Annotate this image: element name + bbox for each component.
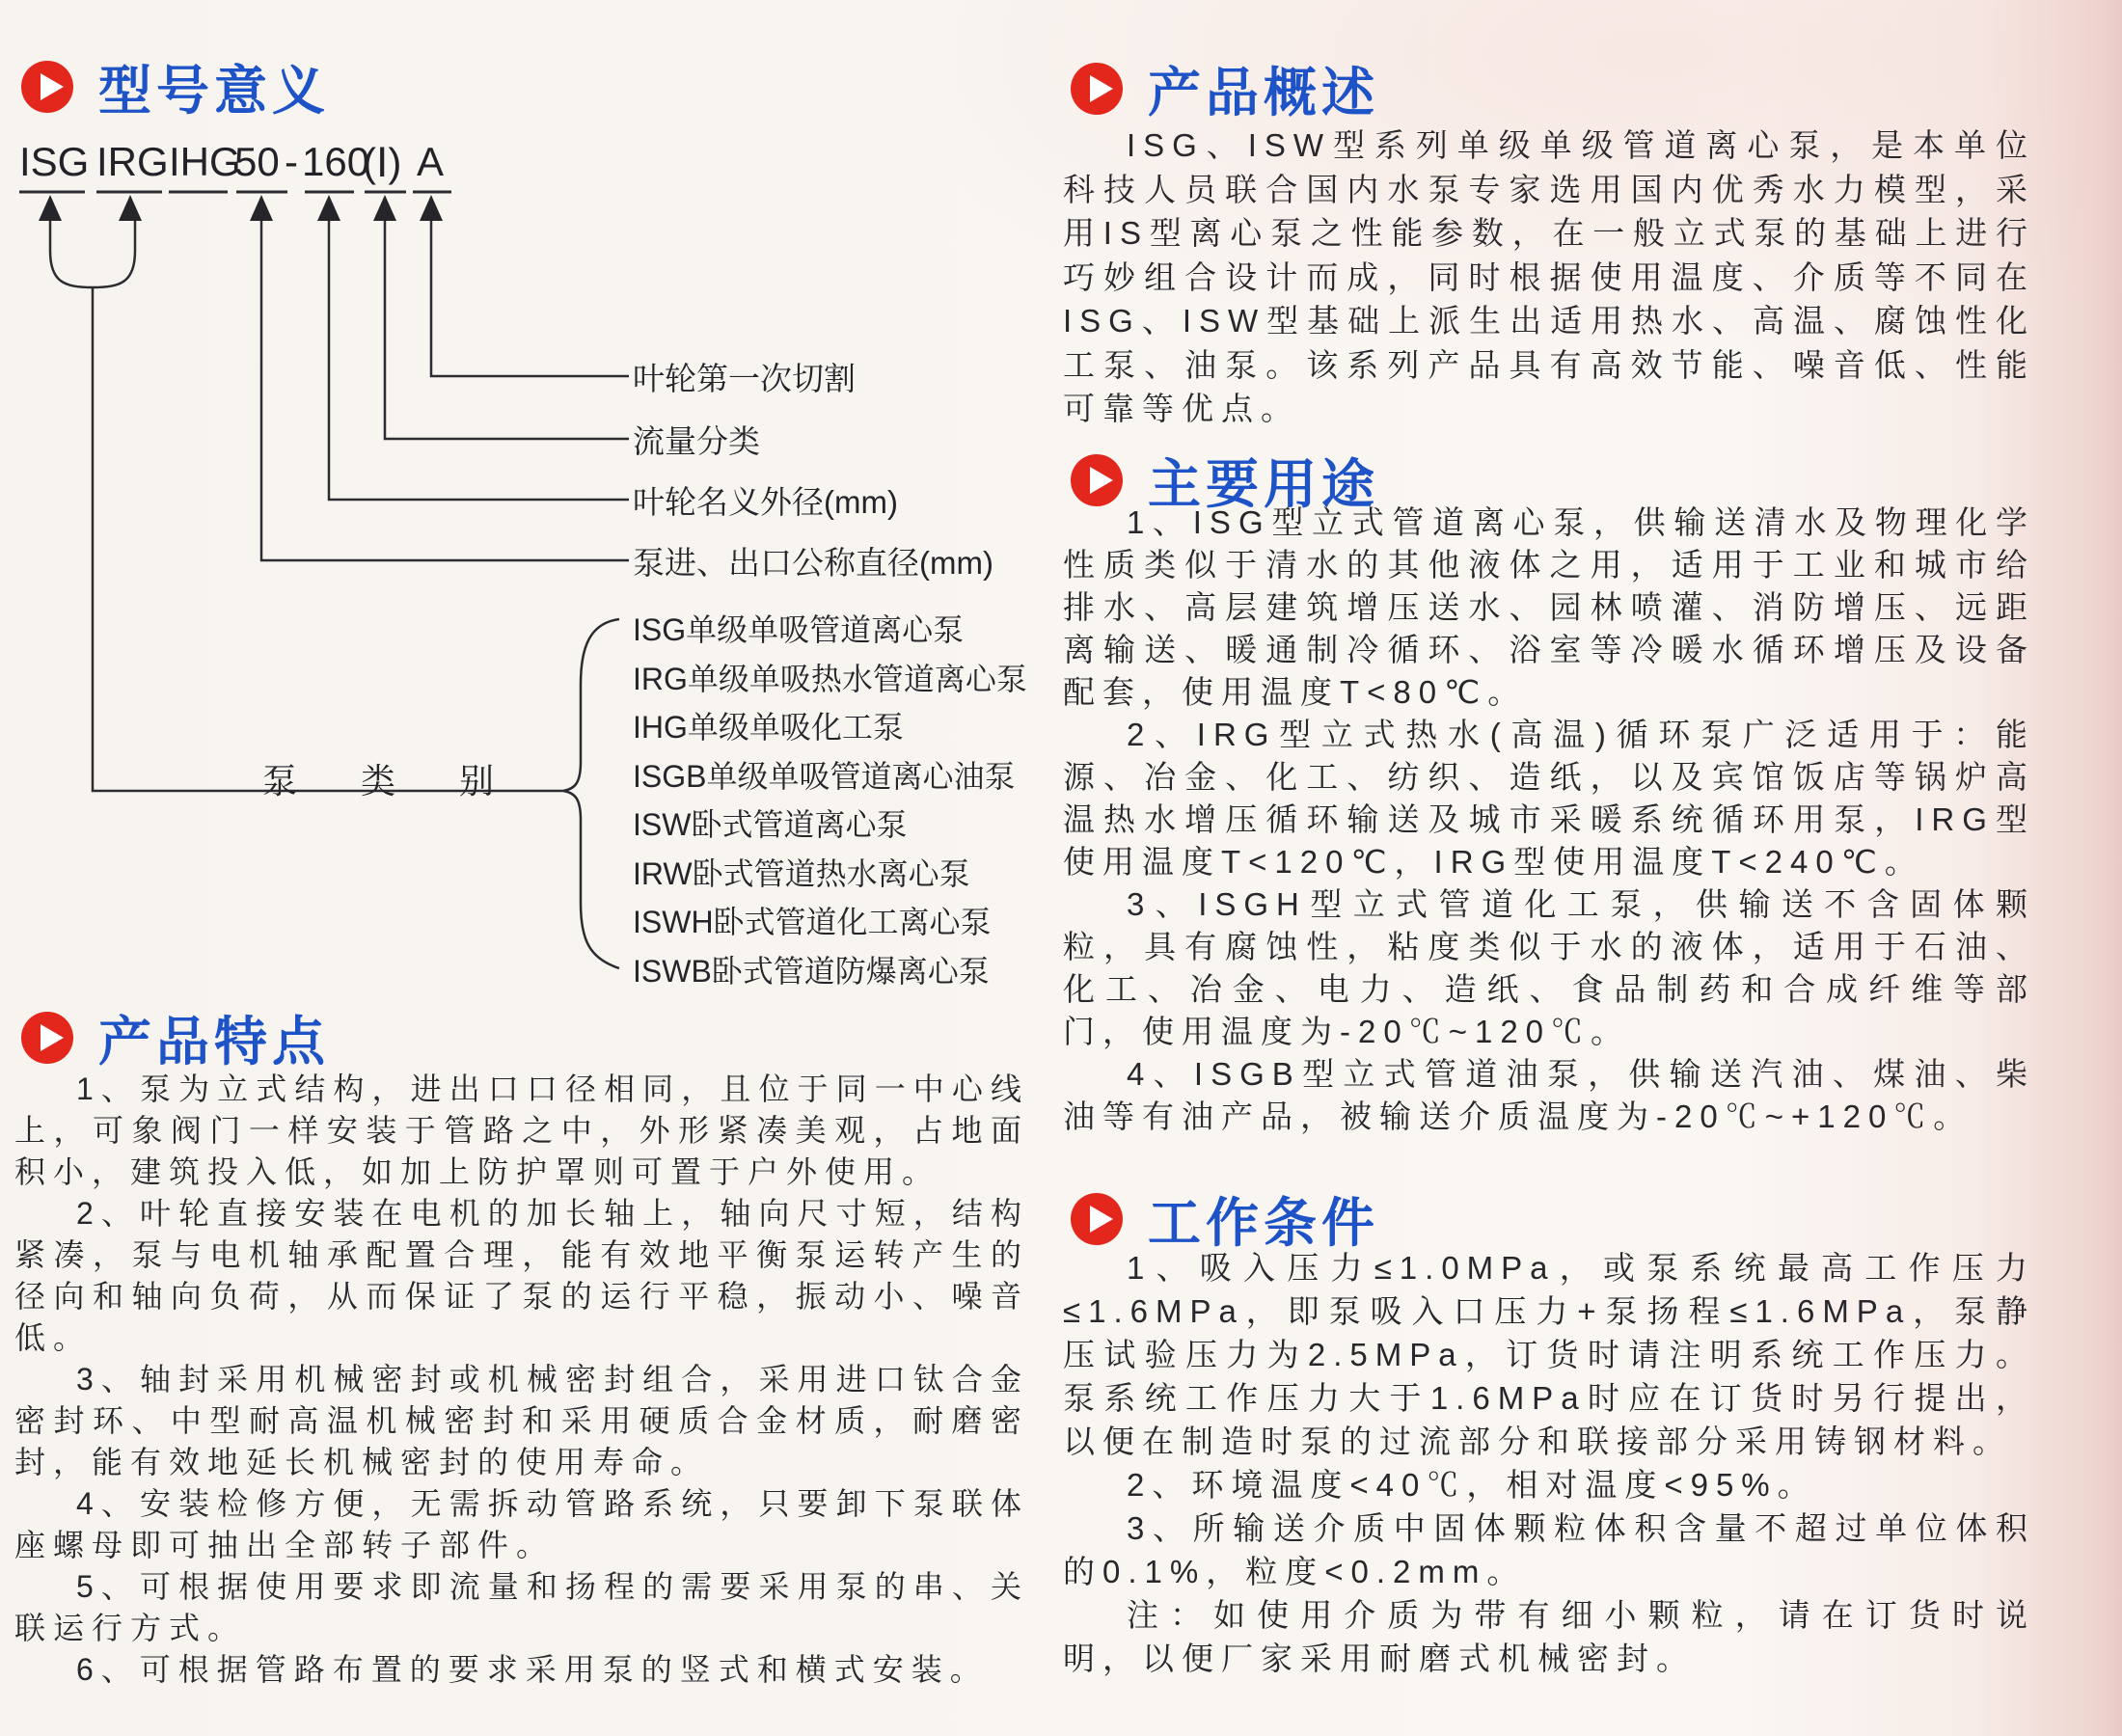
list-item: IHG单级单吸化工泵: [633, 710, 904, 745]
paragraph: 4、ISGB型立式管道油泵，供输送汽油、煤油、柴油等有油产品，被输送介质温度为-20℃~+120℃。: [1063, 1056, 2035, 1134]
paragraph: 6、可根据管路布置的要求采用泵的竖式和横式安装。: [76, 1652, 989, 1687]
model-segment-isg: ISG: [19, 139, 90, 184]
paragraph: 2、环境温度<40℃，相对温度<95%。: [1127, 1467, 1817, 1503]
list-item: IRG单级单吸热水管道离心泵: [633, 661, 1027, 696]
paragraph: 1、吸入压力≤1.0MPa，或泵系统最高工作压力≤1.6MPa，即泵吸入口压力+泵扬程≤1.6MPa，泵静压试验压力为2.5MPa，订货时请注明系统工作压力。泵系统工作压力大于1.6MPa时应在订货时另行提出，以便在制造时泵的过流部分和联接部分采用铸钢材料。: [1063, 1250, 2035, 1459]
play-triangle-icon: [1090, 75, 1113, 102]
play-triangle-icon: [41, 73, 64, 100]
paragraph: 2、IRG型立式热水(高温)循环泵广泛适用于：能源、冶金、化工、纺织、造纸，以及宾馆饭店等锅炉高温热水增压循环输送及城市采暖系统循环用泵，IRG型使用温度T<120℃，IRG型使用温度T<240℃。: [1063, 717, 2035, 880]
callout-impeller-first-cut: 叶轮第一次切割: [633, 360, 856, 396]
paragraph: 3、所输送介质中固体颗粒体积含量不超过单位体积的0.1%，粒度<0.2mm。: [1063, 1510, 2035, 1589]
model-segment-roman: (Ⅰ): [363, 140, 402, 185]
model-segment-50: 50: [234, 139, 280, 184]
model-segment-dash: -: [285, 139, 298, 184]
section-bullet-icon: [1071, 1193, 1123, 1245]
model-segment-ihg: IHG: [169, 139, 241, 184]
paragraph: 3、ISGH型立式管道化工泵，供输送不含固体颗粒，具有腐蚀性，粘度类似于水的液体，适用于石油、化工、冶金、电力、造纸、食品制药和合成纤维等部门，使用温度为-20℃~120℃。: [1063, 886, 2035, 1049]
section-bullet-icon: [1071, 63, 1123, 115]
list-item: ISG单级单吸管道离心泵: [633, 612, 965, 647]
section-title: 主要用途: [1148, 454, 1380, 514]
callout-port-diameter: 泵进、出口公称直径(mm): [633, 544, 993, 581]
callout-impeller-diameter: 叶轮名义外径(mm): [633, 483, 898, 520]
product-overview-text: [1063, 123, 2035, 431]
paragraph: 1、ISG型立式管道离心泵，供输送清水及物理化学性质类似于清水的其他液体之用，适用于工业和城市给排水、高层建筑增压送水、园林喷灌、消防增压、远距离输送、暖通制冷循环、浴室等冷暖水循环增压及设备配套，使用温度T<80℃。: [1063, 504, 2035, 710]
section-title: 工作条件: [1148, 1193, 1380, 1253]
list-item: IRW卧式管道热水离心泵: [633, 855, 970, 891]
paragraph: 1、泵为立式结构，进出口口径相同，且位于同一中心线上，可象阀门一样安装于管路之中，外形紧凑美观，占地面积小，建筑投入低，如加上防护罩则可置于户外使用。: [14, 1071, 1029, 1189]
list-item: ISGB单级单吸管道离心油泵: [633, 758, 1016, 794]
section-header-model-meaning: [21, 48, 330, 124]
paragraph: 3、轴封采用机械密封或机械密封组合，采用进口钛合金密封环、中型耐高温机械密封和采用硬质合金材质，耐磨密封，能有效地延长机械密封的使用寿命。: [14, 1362, 1029, 1479]
section-title: 产品概述: [1148, 63, 1380, 122]
model-segment-irg: IRG: [96, 139, 169, 184]
section-bullet-icon: [21, 61, 73, 113]
callout-flow-class: 流量分类: [633, 422, 760, 459]
list-item: ISWB卧式管道防爆离心泵: [633, 953, 990, 989]
play-triangle-icon: [1090, 467, 1113, 494]
paragraph: 注：如使用介质为带有细小颗粒，请在订货时说明，以便厂家采用耐磨式机械密封。: [1063, 1597, 2035, 1676]
paragraph: 4、安装检修方便，无需拆动管路系统，只要卸下泵联体座螺母即可抽出全部转子部件。: [14, 1486, 1029, 1562]
model-segment-a: A: [417, 139, 445, 184]
section-bullet-icon: [1071, 454, 1123, 506]
pump-category-label: 泵 类 别: [262, 761, 508, 800]
model-segment-160: 160: [302, 139, 370, 184]
up-arrow-icons: [39, 195, 443, 221]
main-uses-text: [1063, 502, 2035, 1138]
pump-type-list: [633, 606, 1027, 995]
list-item: ISWH卧式管道化工离心泵: [633, 905, 992, 939]
section-header-product-overview: [1071, 50, 1379, 126]
section-title: 产品特点: [98, 1012, 331, 1071]
product-features-text: [14, 1069, 1029, 1691]
model-designation-diagram: [0, 125, 1042, 1037]
paragraph: 5、可根据使用要求即流量和扬程的需要采用泵的串、关联运行方式。: [14, 1569, 1029, 1645]
working-conditions-text: [1063, 1246, 2035, 1680]
play-triangle-icon: [1090, 1206, 1113, 1233]
paragraph: 2、叶轮直接安装在电机的加长轴上，轴向尺寸短，结构紧凑，泵与电机轴承配置合理，能有效地平衡泵运转产生的径向和轴向负荷，从而保证了泵的运行平稳，振动小、噪音低。: [14, 1196, 1029, 1355]
section-title: 型号意义: [98, 61, 331, 121]
list-item: ISW卧式管道离心泵: [633, 807, 908, 842]
paragraph: ISG、ISW型系列单级单级管道离心泵，是本单位科技人员联合国内水泵专家选用国内优秀水力模型，采用IS型离心泵之性能参数，在一般立式泵的基础上进行巧妙组合设计而成，同时根据使用温度、介质等不同在ISG、ISW型基础上派生出适用热水、高温、腐蚀性化工泵、油泵。该系列产品具有高效节能、噪音低、性能可靠等优点。: [1063, 127, 2035, 426]
